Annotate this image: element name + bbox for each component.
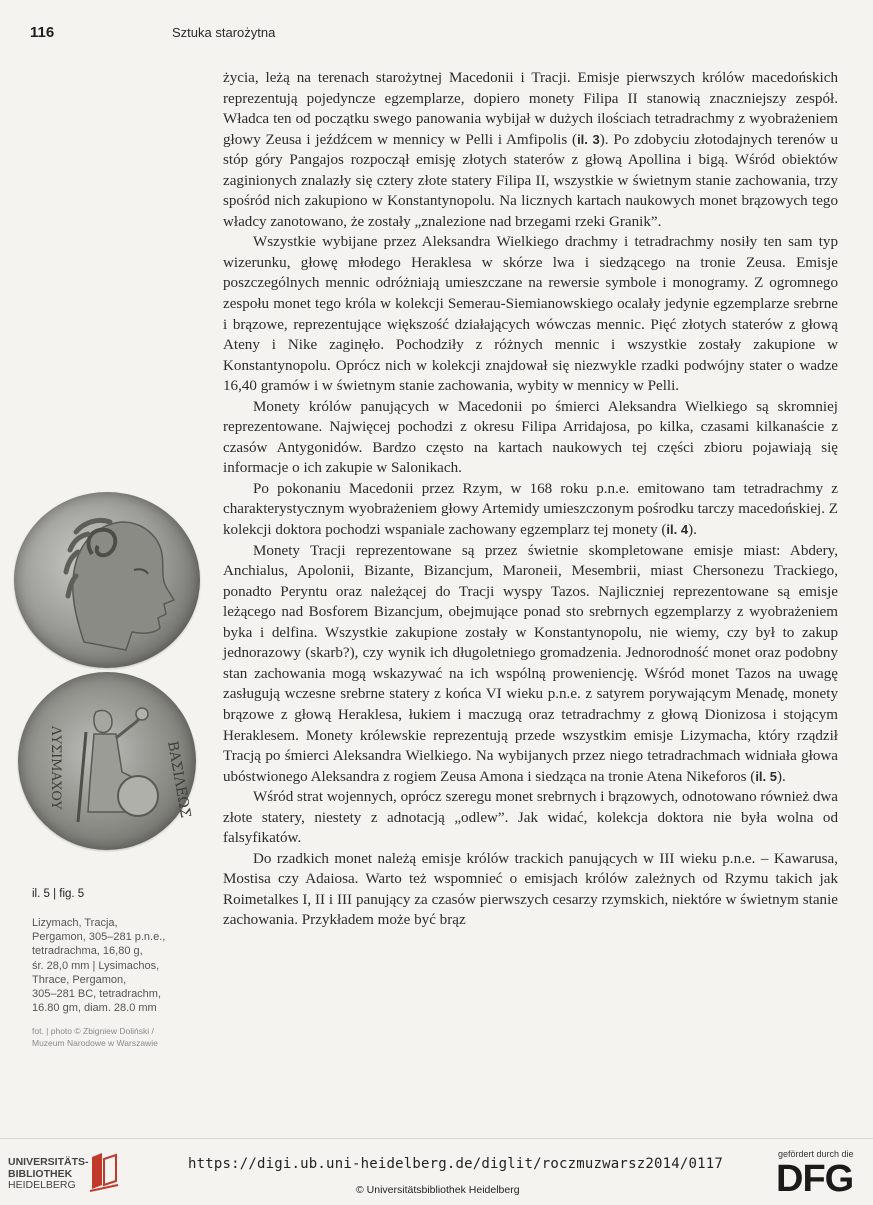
svg-text:ΛΥΣΙΜΑΧΟΥ: ΛΥΣΙΜΑΧΟΥ	[48, 726, 63, 810]
athena-seated-icon	[18, 672, 196, 850]
figure-caption: Lizymach, Tracja, Pergamon, 305–281 p.n.e., tetradrachma, 16,80 g, śr. 28,0 mm | Lysimachos, Thrace, Pergamon, 305–281 BC, tetradrachm, 16.80 gm, diam. 28.0 mm	[32, 917, 166, 1015]
figure-reference-il3[interactable]: il. 3	[577, 131, 600, 147]
svg-text:ΒΑΣΙΛΕΩΣ: ΒΑΣΙΛΕΩΣ	[164, 739, 194, 820]
main-text-column	[223, 68, 838, 931]
dfg-logo[interactable]: DFG	[776, 1158, 854, 1200]
running-title: Sztuka starożytna	[172, 25, 276, 40]
photo-credit: fot. | photo © Zbigniew Doliński / Muzeum Narodowe w Warszawie	[32, 1026, 158, 1048]
page-number: 116	[30, 24, 55, 41]
alexander-head-icon	[14, 492, 200, 668]
library-emblem-icon	[88, 1149, 120, 1193]
paragraph-5: Monety Tracji reprezentowane są przez świetnie skompletowane emisje miast: Abdery, Anchialus, Apolonii, Bizante, Bizancjum, Maroneii, Mesembrii, miast Chersonezu Trackiego, ponadto Peryntu oraz należącej do Tracji wyspy Tazos. Najliczniej reprezentowane są emisje leżącego nad Bosforem Bizancjum, obejmujące ponad sto srebrnych egzemplarzy z wyobrażeniem byka i delfina. Wszystkie zakupione zostały w Konstantynopolu, nie wiemy, czy był to zakup jednorazowy (skarb?), czy wynik ich długoletniego gromadzenia. Jednorodność monet oraz podobny stan zachowania mogą wskazywać na ich wspólną proweniencję. Wśród monet Tazos na uwagę zasługują wczesne srebrne statery z końca VI wieku p.n.e. z satyrem porywającym Menadę, monety brązowe z głową Heraklesa, łukiem i maczugą oraz tetradrachmy z głową Dionizosa i stojącym Heraklesem. Monety królewskie reprezentują przede wszystkim emisje Lizymacha, który rządził Tracją po śmierci Aleksandra Wielkiego. Na wybijanych przez niego tetradrachmach widniała głowa ubóstwionego Aleksandra z rogiem Zeusa Amona i siedząca na tronie Atena Nikeforos (il. 5).	[223, 542, 838, 785]
library-logo[interactable]: UNIVERSITÄTS- BIBLIOTHEK HEIDELBERG	[8, 1156, 89, 1191]
paragraph-3: Monety królów panujących w Macedonii po śmierci Aleksandra Wielkiego są skromniej reprezentowane. Najwięcej pochodzi z okresu Filipa Arridajosa, po kilka, czasami kilkanaście z czasów Antygonidów. Bardzo często na kartach naukowych tej części zbioru pojawiają się informacje o ich zakupie w Salonikach.	[223, 398, 838, 477]
paragraph-2: Wszystkie wybijane przez Aleksandra Wielkiego drachmy i tetradrachmy nosiły ten sam typ wizerunku, głowę młodego Heraklesa w skórze lwa i siedzącego na tronie Zeusa. Emisje poszczególnych mennic odróżniają umieszczane na rewersie symbole i monogramy. Z ogromnego zespołu monet tego króla w kolekcji Semerau-Siemianowskiego ocalały jedynie egzemplarze srebrne i brązowe, reprezentujące większość działających wówczas mennic. Pięć złotych staterów z głową Ateny i Nike zaginęło. Pochodziły z różnych mennic i wszystkie zostały zakupione w Konstantynopolu. Oprócz nich w kolekcji znajdował się niezwykle rzadki podwójny stater o wadze 16,40 gramów i w świetnym stanie zachowania, wybity w mennicy w Pelli.	[223, 234, 838, 395]
copyright-notice: © Universitätsbibliothek Heidelberg	[356, 1184, 520, 1196]
permalink-url[interactable]: https://digi.ub.uni-heidelberg.de/diglit/roczmuzwarsz2014/0117	[188, 1156, 723, 1172]
figure-reference-il4[interactable]: il. 4	[666, 522, 689, 538]
figure-reference-il5[interactable]: il. 5	[755, 768, 777, 784]
figure-label: il. 5 | fig. 5	[32, 888, 85, 900]
paragraph-6: Wśród strat wojennych, oprócz szeregu monet srebrnych i brązowych, odnotowano również dwa złote statery, niestety z adnotacją „odlew”. Jak widać, kolekcja doktora nie była wolna od falsyfikatów.	[223, 789, 838, 847]
dfg-tagline: gefördert durch die	[778, 1149, 854, 1159]
paragraph-7: Do rzadkich monet należą emisje królów trackich panujących w III wieku p.n.e. – Kawarusa, Mostisa czy Adaiosa. Warto też wspomnieć o emisjach królów zależnych od Rzymu takich jak Roimetalkes I, II i III panujący za czasów pierwszych cesarzy rzymskich, niektóre w świetnym stanie zachowania. Przykładem może być brąz	[223, 850, 838, 929]
paragraph-4: Po pokonaniu Macedonii przez Rzym, w 168 roku p.n.e. emitowano tam tetradrachmy z charakterystycznym wyobrażeniem głowy Artemidy umieszczonym pośrodku tarczy macedońskiej. Z kolekcji doktora pochodzi wspaniale zachowany egzemplarz tej monety (il. 4).	[223, 480, 838, 539]
paragraph-1: życia, leżą na terenach starożytnej Macedonii i Tracji. Emisje pierwszych królów macedońskich reprezentują pojedyncze egzemplarze, dopiero monety Filipa II stanowią znaczniejszy zespół. Władca ten od początku swego panowania wybijał w dużych ilościach tetradrachmy z wyobrażeniem głowy Zeusa i jeźdźcem w mennicy w Pelli i Amfipolis (il. 3). Po zdobyciu złotodajnych terenów u stóp góry Pangajos rozpoczął emisję złotych staterów z głową Apollina i bigą. Wśród obiektów zaginionych znalazły się cztery złote statery Filipa II, wszystkie w świetnym stanie zachowania, trzy spośród nich zakupiono w Konstantynopolu. Na licznych kartach naukowych monet brązowych tego władcy zanotowano, że zostały „znalezione nad brzegami rzeki Granik”.	[223, 70, 838, 230]
digitization-footer	[0, 1138, 873, 1205]
coin-obverse-image	[14, 492, 200, 668]
coin-reverse-image	[18, 672, 196, 850]
